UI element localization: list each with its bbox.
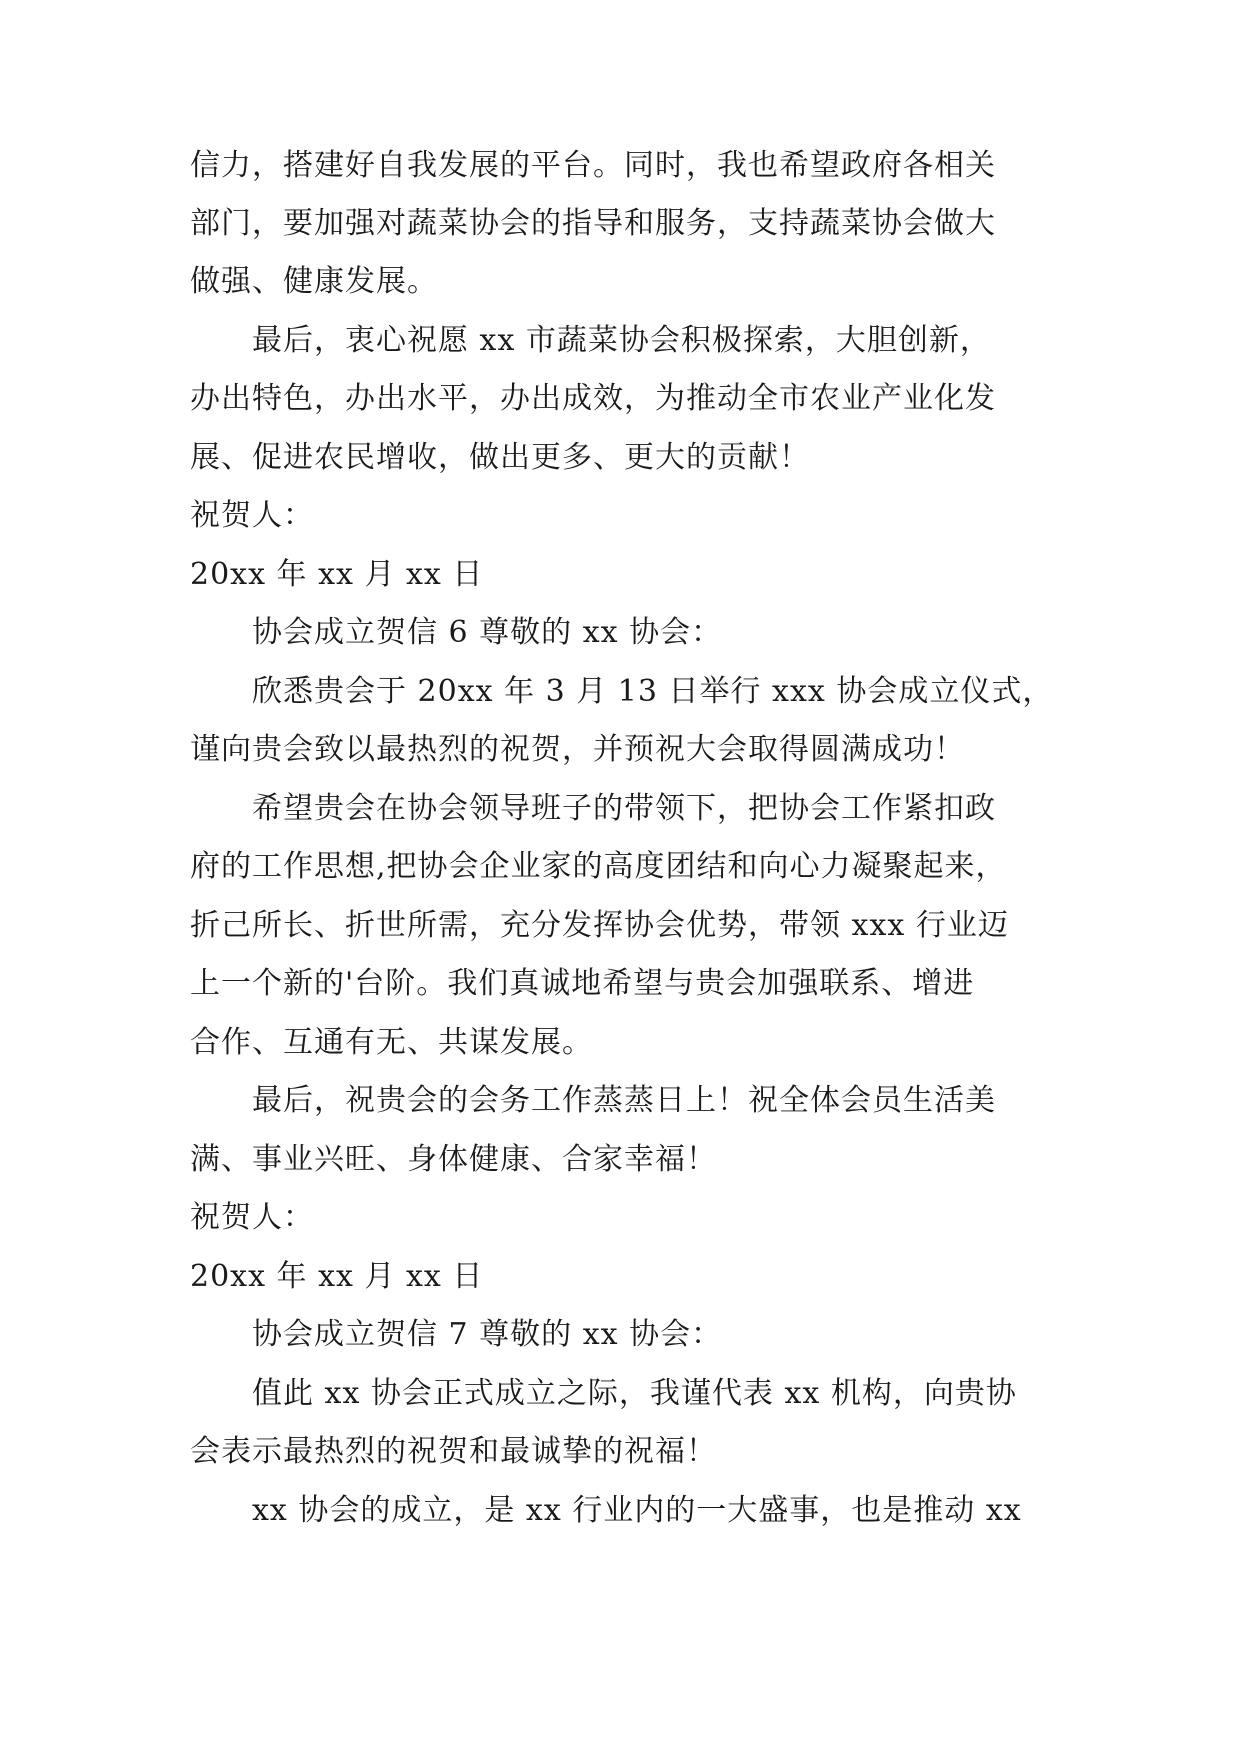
text-line: 做强、健康发展。: [190, 264, 438, 299]
text-line: 会表示最热烈的祝贺和最诚挚的祝福！: [190, 1434, 717, 1469]
letter-heading: 协会成立贺信 6 尊敬的 xx 协会：: [252, 615, 723, 650]
signer-label: 祝贺人：: [190, 498, 314, 533]
text-line: 府的工作思想,把协会企业家的高度团结和向心力凝聚起来，: [190, 849, 1007, 884]
text-line: 信力，搭建好自我发展的平台。同时，我也希望政府各相关: [190, 148, 996, 183]
text-line: 谨向贵会致以最热烈的祝贺，并预祝大会取得圆满成功！: [190, 732, 965, 767]
signer-label: 祝贺人：: [190, 1200, 314, 1235]
text-line: 合作、互通有无、共谋发展。: [190, 1025, 593, 1060]
text-line: 最后，祝贵会的会务工作蒸蒸日上！祝全体会员生活美: [252, 1083, 996, 1118]
text-line: 最后，衷心祝愿 xx 市蔬菜协会积极探索，大胆创新，: [252, 323, 991, 358]
text-line: 希望贵会在协会领导班子的带领下，把协会工作紧扣政: [252, 791, 996, 826]
text-line: xx 协会的成立，是 xx 行业内的一大盛事，也是推动 xx: [252, 1493, 1022, 1528]
text-line: 折己所长、折世所需，充分发挥协会优势，带领 xxx 行业迈: [190, 908, 1009, 943]
text-line: 办出特色，办出水平，办出成效，为推动全市农业产业化发: [190, 381, 996, 416]
text-line: 上一个新的'台阶。我们真诚地希望与贵会加强联系、增进: [190, 966, 975, 1001]
date-line: 20xx 年 xx 月 xx 日: [190, 557, 484, 592]
text-line: 展、促进农民增收，做出更多、更大的贡献！: [190, 440, 810, 475]
text-line: 欣悉贵会于 20xx 年 3 月 13 日举行 xxx 协会成立仪式，: [252, 674, 1054, 709]
date-line: 20xx 年 xx 月 xx 日: [190, 1259, 484, 1294]
text-line: 部门，要加强对蔬菜协会的指导和服务，支持蔬菜协会做大: [190, 206, 996, 241]
text-line: 值此 xx 协会正式成立之际，我谨代表 xx 机构，向贵协: [252, 1376, 1017, 1411]
text-line: 满、事业兴旺、身体健康、合家幸福！: [190, 1142, 717, 1177]
letter-heading: 协会成立贺信 7 尊敬的 xx 协会：: [252, 1317, 723, 1352]
